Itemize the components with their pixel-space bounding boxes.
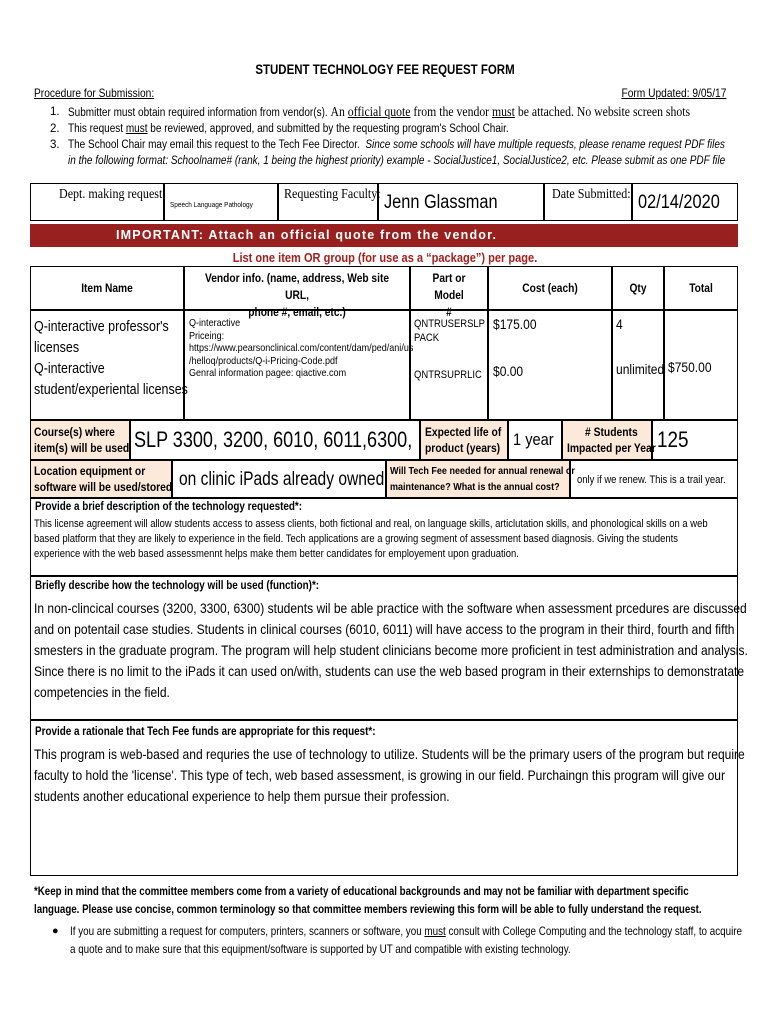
life-value: 1 year	[513, 430, 554, 449]
courses-label-1: Course(s) where	[34, 425, 115, 439]
location-label-1: Location equipment or	[34, 464, 146, 478]
faculty-label: Requesting Faculty:	[284, 187, 381, 202]
bullet-dot-icon: ●	[52, 925, 59, 937]
courses-value: SLP 3300, 3200, 6010, 6011,6300,	[134, 427, 413, 452]
renewal-label-cell	[386, 460, 575, 498]
date-value-field[interactable]	[632, 183, 738, 221]
students-label-2: Impacted per Year	[567, 441, 656, 455]
courses-label-cell	[30, 420, 130, 460]
vendor-info-lines: Q-interactive Priceing: https://www.pearsonclinical.com/content/dam/ped/ani/us /helloq/products/Q-i-Pricing-Code.pdf Genral information pagee: qiactive.com	[189, 317, 414, 379]
life-label-cell	[420, 420, 508, 460]
part-b: QNTRSUPRLIC	[414, 369, 482, 381]
procedure-label: Procedure for Submission:	[34, 86, 155, 100]
cost-field[interactable]	[488, 310, 612, 420]
faculty-value-field[interactable]	[378, 183, 544, 221]
cost-a: $175.00	[493, 316, 537, 332]
students-label-1: # Students	[584, 425, 638, 439]
header-cost: Cost (each)	[488, 266, 612, 310]
committee-note: *Keep in mind that the committee members come from a variety of educational backgrounds and may not be familiar with department specific language. Please use concise, common terminology so that committee members reviewing this form will be able to fully understand the request.	[34, 884, 702, 916]
item-name-lines: Q-interactive professor's licenses Q-interactive student/experiental licenses	[34, 319, 188, 398]
date-value: 02/14/2020	[638, 192, 720, 213]
header-vendor-info: Vendor info. (name, address, Web site URL, phone #, email, etc.)	[184, 266, 410, 310]
life-value-field[interactable]	[508, 420, 562, 460]
part-a-line1: QNTRUSERSLP	[414, 318, 485, 330]
courses-label-2: item(s) will be used	[34, 441, 130, 455]
qty-field[interactable]	[612, 310, 664, 420]
part-a-line2: PACK	[414, 332, 440, 344]
students-value-field[interactable]	[652, 420, 738, 460]
qty-b: unlimited	[616, 361, 665, 377]
dept-value: Speech Language Pathology	[170, 200, 253, 209]
cost-b: $0.00	[493, 363, 524, 379]
description-section	[30, 498, 738, 576]
rationale-field[interactable]: This program is web-based and requries the use of technology to utilize. Students will be the primary users of the program but require faculty to hold the 'license'. This type of tech, web based assessment, is growing in our field. Purchaingn this program will give our students another educational experience to help them pursue their profession.	[34, 746, 745, 804]
header-qty: Qty	[612, 266, 664, 310]
step-2: 2. This request must be reviewed, approved, and submitted by the requesting program's School Chair.	[50, 123, 509, 135]
vendor-info-field[interactable]	[184, 310, 414, 420]
faculty-value: Jenn Glassman	[384, 192, 498, 213]
rationale-title: Provide a rationale that Tech Fee funds are appropriate for this request*:	[35, 726, 376, 738]
header-item-name: Item Name	[30, 266, 184, 310]
header-total: Total	[664, 266, 738, 310]
dept-label-cell	[30, 183, 164, 221]
faculty-label-cell	[278, 183, 381, 221]
function-section	[30, 576, 748, 720]
qty-a: 4	[616, 316, 623, 332]
life-label-2: product (years)	[425, 441, 501, 455]
form-updated-date: Form Updated: 9/05/17	[621, 86, 726, 100]
function-title: Briefly describe how the technology will be used (function)*:	[35, 580, 320, 592]
dept-value-field[interactable]	[164, 183, 278, 221]
form-title: STUDENT TECHNOLOGY FEE REQUEST FORM	[255, 62, 515, 77]
students-value: 125	[657, 427, 689, 452]
location-value-field[interactable]	[172, 460, 386, 498]
students-label-cell	[562, 420, 656, 460]
description-field[interactable]: This license agreement will allow students access to assess clients, both fictional and real, on language skills, articlutation skills, and phonological skills on a web based platform that they are likely to experience in the field. Tech applications are a growing segment of assessment based diagnosis. Giving the students experience with the web based assessmennt helps make them better candidates for employement upon graduation.	[34, 518, 708, 560]
list-one-instruction: List one item OR group (for use as a “package”) per page.	[232, 250, 538, 265]
step-1: 1. Submitter must obtain required information from vendor(s). An official quote from the vendor must be attached. No website screen shots	[50, 104, 691, 119]
rationale-section	[30, 720, 745, 876]
computing-bullet: If you are submitting a request for computers, printers, scanners or software, you must consult with College Computing and the technology staff, to acquire a quote and to make sure that this equipment/software is supported by UT and compatible with existing technology.	[70, 924, 743, 956]
renewal-label-2: maintenance? What is the annual cost?	[390, 481, 560, 493]
courses-value-field[interactable]	[130, 420, 420, 460]
dept-label: Dept. making request:	[59, 187, 166, 202]
important-banner: IMPORTANT: Attach an official quote from the vendor.	[30, 224, 738, 247]
step-3: 3. The School Chair may email this request to the Tech Fee Director. Since some schools will have multiple requests, please rename request PDF files	[50, 139, 725, 151]
life-label-1: Expected life of	[425, 425, 502, 439]
description-title: Provide a brief description of the technology requested*:	[35, 501, 303, 513]
step-3-line2: in the following format: Schoolname# (rank, 1 being the highest priority) example - SocialJustice1, SocialJustice2, etc. Please submit as one PDF file	[68, 155, 726, 167]
function-field[interactable]: In non-clincical courses (3200, 3300, 6300) students wil be able practice with the software when assessment prcedures are discussed and on potentail case studies. Students in clinical courses (6010, 6011) will have access to the program in their third, fourth and fifth smesters in the graduate program. The program will help student clinicians become more proficient in test administration and analysis. Since there is no limit to the iPads it can used on/with, students can use the web based program in their externships to demonstratate competencies in the field.	[34, 600, 748, 700]
date-label: Date Submitted:	[552, 187, 631, 202]
date-label-cell	[544, 183, 632, 221]
location-value: on clinic iPads already owned	[179, 469, 385, 490]
total-field[interactable]	[664, 310, 738, 420]
location-label-2: software will be used/stored	[34, 480, 173, 494]
procedure-steps	[50, 104, 730, 169]
renewal-label-1: Will Tech Fee needed for annual renewal or	[390, 465, 575, 477]
location-label-cell	[30, 460, 172, 498]
item-name-field[interactable]	[30, 310, 188, 420]
total-value: $750.00	[668, 359, 712, 375]
header-part-model: Part or Model #	[410, 266, 488, 310]
part-model-field[interactable]	[410, 310, 488, 420]
renewal-value: only if we renew. This is a trail year.	[577, 474, 726, 486]
renewal-value-field[interactable]	[570, 460, 738, 498]
